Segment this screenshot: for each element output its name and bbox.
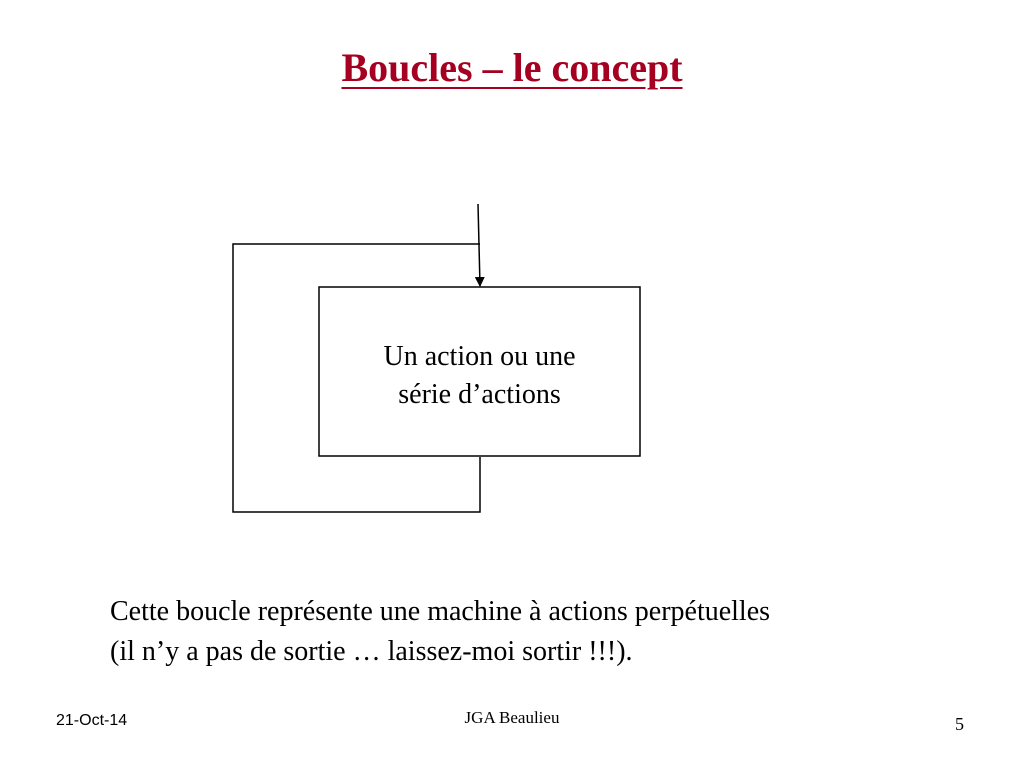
page-number: 5 <box>955 714 964 734</box>
caption <box>110 592 970 672</box>
caption-line2: (il n’y a pas de sortie … laissez-moi sortir !!!). <box>110 636 633 667</box>
footer-author: JGA Beaulieu <box>464 708 560 727</box>
caption-line1: Cette boucle représente une machine à actions perpétuelles <box>110 596 771 627</box>
entry-arrow <box>478 204 480 286</box>
action-box-label-line1: Un action ou une <box>383 341 576 372</box>
action-box-label <box>319 338 640 414</box>
slide-title: Boucles – le concept <box>341 45 683 90</box>
footer-date: 21-Oct-14 <box>56 712 128 729</box>
action-box-label-line2: série d’actions <box>398 379 561 410</box>
